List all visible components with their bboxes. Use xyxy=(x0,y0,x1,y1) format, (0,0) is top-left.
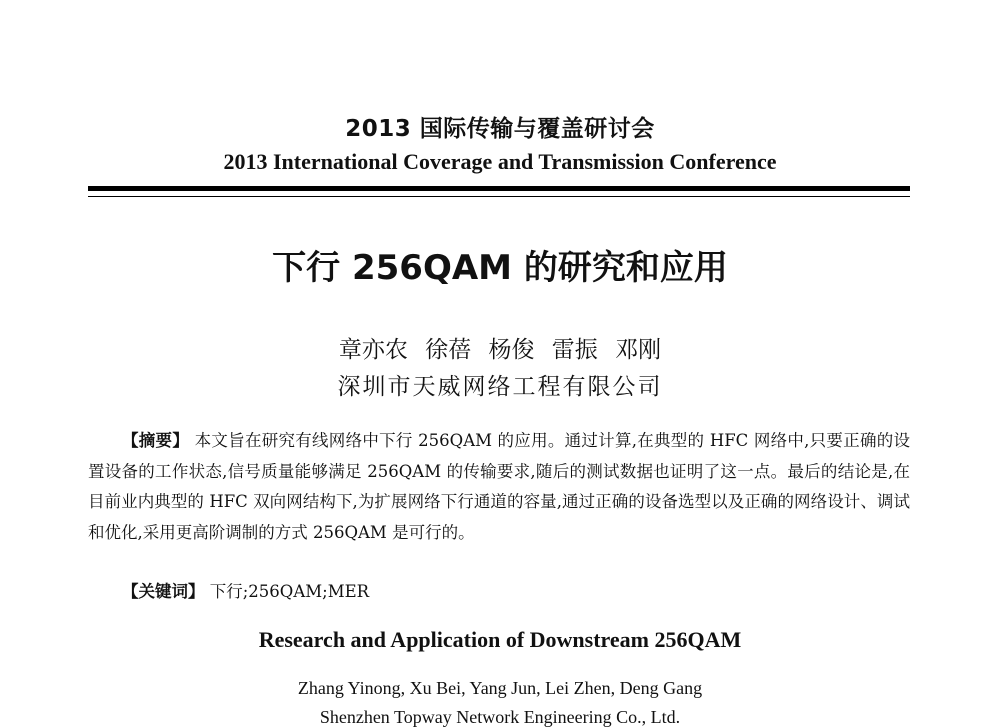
abstract xyxy=(88,426,910,548)
abstract-label: 【摘要】 xyxy=(122,431,190,450)
keywords xyxy=(122,578,902,602)
keywords-label: 【关键词】 xyxy=(122,582,205,601)
affiliation-en: Shenzhen Topway Network Engineering Co., Ltd. xyxy=(319,707,681,727)
conference-title-cn: 2013 国际传输与覆盖研讨会 xyxy=(345,116,655,142)
header-rule-thick xyxy=(88,186,910,191)
affiliation-cn: 深圳市天威网络工程有限公司 xyxy=(337,374,663,400)
conference-title-en: 2013 International Coverage and Transmission Conference xyxy=(223,149,777,174)
abstract-text: 本文旨在研究有线网络中下行 256QAM 的应用。通过计算,在典型的 HFC 网络中,只要正确的设置设备的工作状态,信号质量能够满足 256QAM 的传输要求,随后的测试数据也证明了这一点。最后的结论是,在目前业内典型的 HFC 双向网结构下,为扩展网络下行通道的容量,通过正确的设备选型以及正确的网络设计、调试和优化,采用更高阶调制的方式 256QAM 是可行的。 xyxy=(88,431,911,542)
authors-en: Zhang Yinong, Xu Bei, Yang Jun, Lei Zhen, Deng Gang xyxy=(297,678,703,698)
paper-title-en: Research and Application of Downstream 256QAM xyxy=(258,627,742,652)
paper-title-cn: 下行 256QAM 的研究和应用 xyxy=(272,248,728,288)
authors-cn: 章亦农 徐蓓 杨俊 雷振 邓刚 xyxy=(338,337,662,363)
keywords-text: 下行;256QAM;MER xyxy=(209,582,370,601)
header-rule-thin xyxy=(88,196,910,197)
